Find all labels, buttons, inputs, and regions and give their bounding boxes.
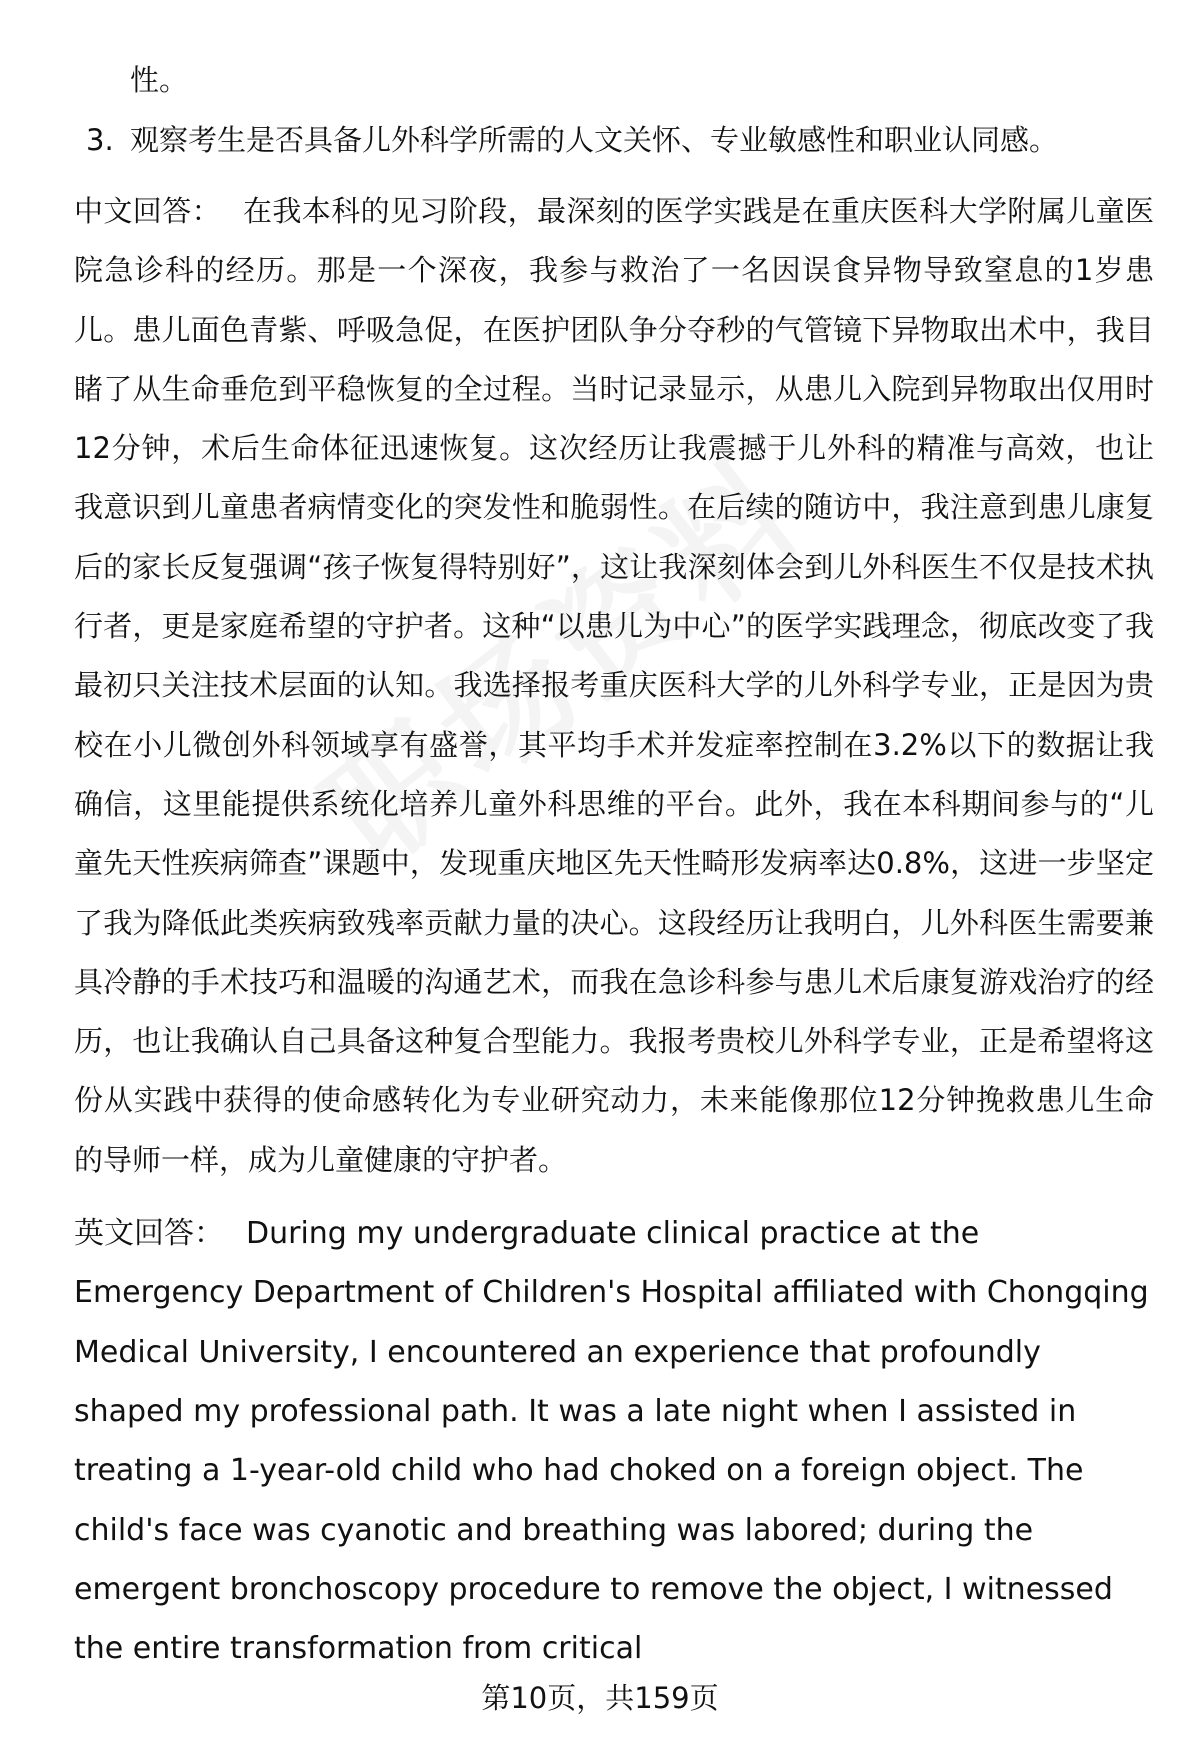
chinese-answer-paragraph <box>74 182 1154 1190</box>
english-answer-text: During my undergraduate clinical practice at the Emergency Department of Children's Hospital affiliated with Chongqing Medical University, I encountered an experience that profoundly shaped my professional path. It was a late night when I assisted in treating a 1-year-old child who had choked on a foreign object. The child's face was cyanotic and breathing was labored; during the emergent bronchoscopy procedure to remove the object, I witnessed the entire transformation from critical <box>74 1216 1149 1667</box>
list-item-number: 3. <box>86 123 114 157</box>
english-answer-label: 英文回答： <box>74 1216 224 1252</box>
chinese-answer-text: 在我本科的见习阶段，最深刻的医学实践是在重庆医科大学附属儿童医院急诊科的经历。那是一个深夜，我参与救治了一名因误食异物导致窒息的1岁患儿。患儿面色青紫、呼吸急促，在医护团队争分夺秒的气管镜下异物取出术中，我目睹了从生命垂危到平稳恢复的全过程。当时记录显示，从患儿入院到异物取出仅用时12分钟，术后生命体征迅速恢复。这次经历让我震撼于儿外科的精准与高效，也让我意识到儿童患者病情变化的突发性和脆弱性。在后续的随访中，我注意到患儿康复后的家长反复强调“孩子恢复得特别好”，这让我深刻体会到儿外科医生不仅是技术执行者，更是家庭希望的守护者。这种“以患儿为中心”的医学实践理念，彻底改变了我最初只关注技术层面的认知。我选择报考重庆医科大学的儿外科学专业，正是因为贵校在小儿微创外科领域享有盛誉，其平均手术并发症率控制在3.2%以下的数据让我确信，这里能提供系统化培养儿童外科思维的平台。此外，我在本科期间参与的“儿童先天性疾病筛查”课题中，发现重庆地区先天性畸形发病率达0.8%，这进一步坚定了我为降低此类疾病致残率贡献力量的决心。这段经历让我明白，儿外科医生需要兼具冷静的手术技巧和温暖的沟通艺术，而我在急诊科参与患儿术后康复游戏治疗的经历，也让我确认自己具备这种复合型能力。我报考贵校儿外科学专业，正是希望将这份从实践中获得的使命感转化为专业研究动力，未来能像那位12分钟挽救患儿生命的导师一样，成为儿童健康的守护者。 <box>74 194 1154 1177</box>
page-number-footer: 第10页，共159页 <box>481 1681 719 1715</box>
list-item-continuation: 性。 <box>130 63 189 97</box>
list-item <box>74 110 1154 170</box>
list-item-text: 观察考生是否具备儿外科学所需的人文关怀、专业敏感性和职业认同感。 <box>130 123 1059 157</box>
document-body <box>74 50 1154 1678</box>
english-answer-paragraph <box>74 1204 1154 1678</box>
chinese-answer-label: 中文回答： <box>74 194 221 228</box>
